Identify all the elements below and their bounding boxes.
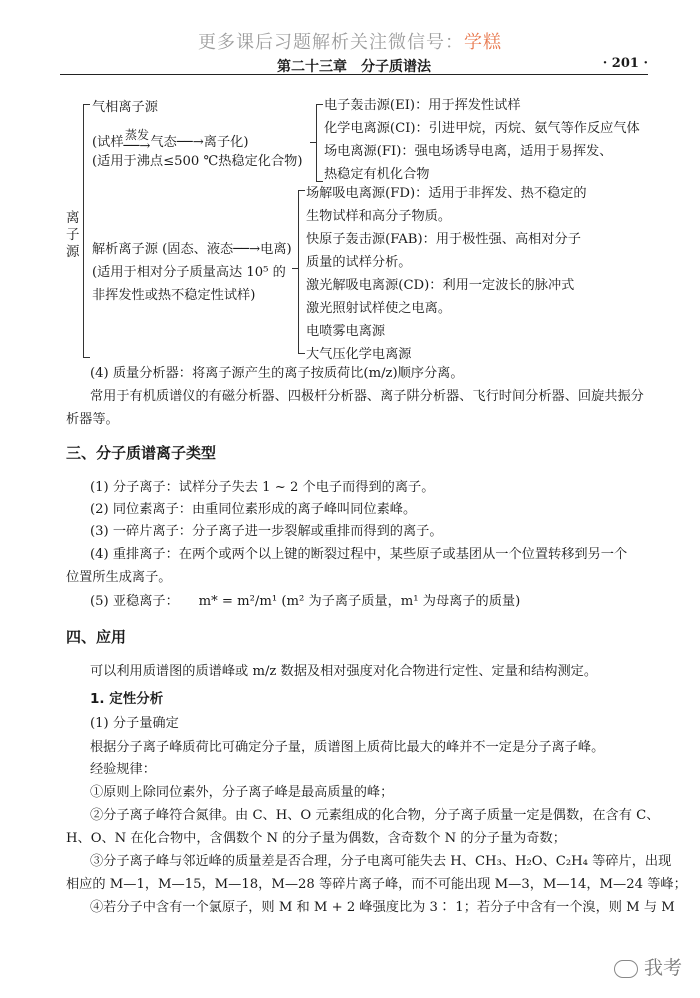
evaporate-label: 蒸发 xyxy=(124,128,149,142)
chapter-title: 第二十三章 分子质谱法 xyxy=(277,59,431,75)
body-line-2: 经验规律： xyxy=(90,762,156,777)
ion-type-isotope: (2) 同位素离子：由重同位素形成的离子峰叫同位素峰。 xyxy=(90,502,417,517)
desorb-source-title: 解析离子源 (固态、液态──→电离) xyxy=(92,242,292,257)
subsection-qualitative: 1. 定性分析 xyxy=(90,691,164,707)
desorb-source-scope-cont: 非挥发性或热不稳定性试样) xyxy=(92,288,256,303)
page-number: · 201 · xyxy=(602,56,648,71)
analyzer-paragraph: (4) 质量分析器：将离子源产生的离子按质荷比(m/z)顺序分离。 xyxy=(90,366,464,381)
gas-source-title: 气相离子源 xyxy=(92,100,158,115)
watermark-brand: 学糕 xyxy=(464,32,502,53)
subsection-molecular-weight: (1) 分子量确定 xyxy=(90,716,179,731)
analyzer-types-line1: 常用于有机质谱仪的有磁分析器、四极杆分析器、离子阱分析器、飞行时间分析器、回旋共振分 xyxy=(90,389,644,404)
desorb-brace-tip xyxy=(292,268,298,269)
ion-type-metastable: (5) 亚稳离子： m* = m²/m¹ (m² 为子离子质量，m¹ 为母离子的质量) xyxy=(90,594,521,609)
desorb-item-fab: 快原子轰击源(FAB)：用于极性强、高相对分子 xyxy=(306,232,581,247)
desorb-item-fab-cont: 质量的试样分析。 xyxy=(306,255,412,270)
gas-source-process: (试样 蒸发 ──→ 气态──→离子化) xyxy=(92,128,249,154)
ion-type-rearrangement-cont: 位置所生成离子。 xyxy=(66,570,172,585)
logo-text: 我考 xyxy=(643,957,682,979)
desorb-source-scope: (适用于相对分子质量高达 10⁵ 的 xyxy=(92,265,286,280)
arrow-icon: ──→ xyxy=(176,135,204,150)
arrow-icon: ──→ xyxy=(123,139,151,154)
body-line-1: 根据分子离子峰质荷比可确定分子量，质谱图上质荷比最大的峰并不一定是分子离子峰。 xyxy=(90,740,605,755)
gas-item-fi: 场电离源(FI)：强电场诱导电离，适用于易挥发、 xyxy=(324,144,613,159)
section4-heading: 四、应用 xyxy=(66,628,127,646)
ion-type-fragment: (3) 一碎片离子：分子离子进一步裂解或重排而得到的离子。 xyxy=(90,524,443,539)
diagram-root-label: 离子源 xyxy=(66,210,80,260)
desorb-item-cd-cont: 激光照射试样使之电离。 xyxy=(306,301,452,316)
analyzer-types-line2: 析器等。 xyxy=(66,412,119,427)
wechat-icon xyxy=(614,960,638,978)
rule-3-cont: 相应的 M—1，M—15，M—18，M—28 等碎片离子峰，而不可能出现 M—3，M—14，M—24 等峰； xyxy=(66,877,687,892)
gas-item-ei: 电子轰击源(EI)：用于挥发性试样 xyxy=(324,98,521,113)
gas-item-ci: 化学电离源(CI)：引进甲烷，丙烷、氨气等作反应气体 xyxy=(324,121,640,136)
rule-1: ①原则上除同位素外，分子离子峰是最高质量的峰； xyxy=(90,785,394,800)
section4-intro: 可以利用质谱图的质谱峰或 m/z 数据及相对强度对化合物进行定性、定量和结构测定。 xyxy=(90,664,598,679)
watermark xyxy=(0,28,700,54)
gas-brace xyxy=(316,104,323,182)
root-brace xyxy=(83,104,90,358)
desorb-item-apci: 大气压化学电离源 xyxy=(306,347,412,362)
source-logo xyxy=(614,953,682,980)
rule-3: ③分子离子峰与邻近峰的质量差是否合理，分子电离可能失去 H、CH₃、H₂O、C₂H₄ 等碎片，出现 xyxy=(90,854,672,869)
desorb-item-fd: 场解吸电离源(FD)：适用于非挥发、热不稳定的 xyxy=(306,186,587,201)
section3-heading: 三、分子质谱离子类型 xyxy=(66,444,217,462)
desorb-brace xyxy=(298,190,305,354)
desorb-item-esi: 电喷雾电离源 xyxy=(306,324,386,339)
gas-item-fi-cont: 热稳定有机化合物 xyxy=(324,167,430,182)
rule-2: ②分子离子峰符合氮律。由 C、H、O 元素组成的化合物，分子离子质量一定是偶数，在含有 C、 xyxy=(90,808,660,823)
gas-brace-tip xyxy=(310,142,316,143)
ion-type-molecular: (1) 分子离子：试样分子失去 1 ~ 2 个电子而得到的离子。 xyxy=(90,480,435,495)
desorb-item-cd: 激光解吸电离源(CD)：利用一定波长的脉冲式 xyxy=(306,278,575,293)
rule-4: ④若分子中含有一个氯原子，则 M 和 M + 2 峰强度比为 3∶ 1；若分子中含有一个溴，则 M 与 M xyxy=(90,900,675,915)
page-header xyxy=(60,54,648,75)
desorb-item-fd-cont: 生物试样和高分子物质。 xyxy=(306,209,452,224)
ion-type-rearrangement: (4) 重排离子：在两个或两个以上键的断裂过程中，某些原子或基团从一个位置转移到另一个 xyxy=(90,547,628,562)
gas-source-scope: (适用于沸点≤500 ℃热稳定化合物) xyxy=(92,154,303,169)
watermark-text: 更多课后习题解析关注微信号： xyxy=(198,32,464,53)
rule-2-cont: H、O、N 在化合物中，含偶数个 N 的分子量为偶数，含奇数个 N 的分子量为奇数； xyxy=(66,831,566,846)
arrow-icon: ──→ xyxy=(233,242,261,257)
